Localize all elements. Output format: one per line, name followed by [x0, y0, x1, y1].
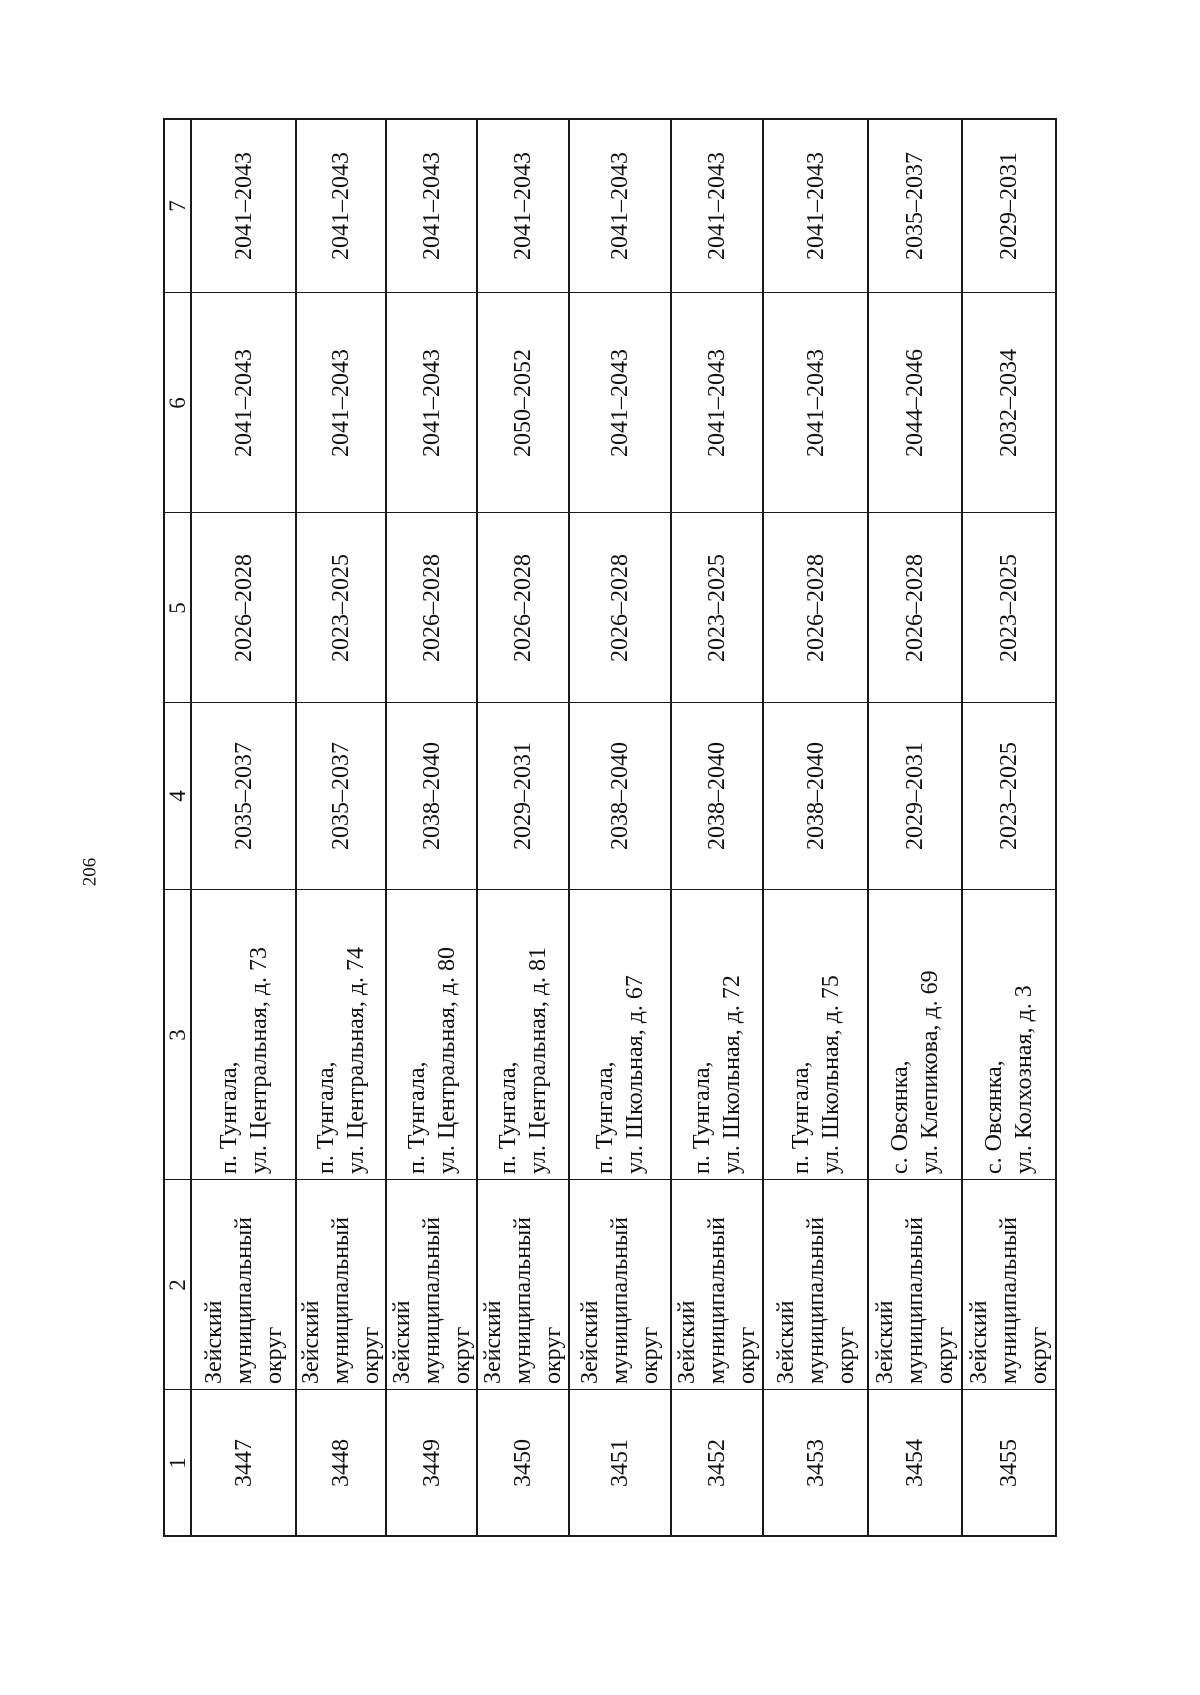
cell-c6 [297, 293, 385, 513]
period-value: 2044–2046 [902, 348, 928, 457]
period-value: 2035–2037 [902, 152, 928, 260]
cell-c4 [963, 703, 1055, 890]
cell-c5 [297, 513, 385, 703]
district-line: Зейский [388, 1299, 415, 1384]
district-line: муниципальный [328, 1216, 354, 1384]
cell-c4 [478, 703, 568, 890]
district-line: муниципальный [230, 1216, 257, 1384]
cell-address [387, 890, 476, 1180]
table-row [672, 118, 764, 1537]
district-line: округ [734, 1326, 760, 1384]
cell-district [963, 1180, 1055, 1390]
cell-id [869, 1390, 961, 1537]
district-text [296, 1186, 386, 1384]
cell-id [478, 1390, 568, 1537]
period-value: 2026–2028 [607, 553, 633, 662]
period-value: 2041–2043 [607, 152, 633, 260]
address-text [214, 896, 274, 1174]
period-value: 2041–2043 [418, 348, 445, 457]
district-line: Зейский [966, 1299, 992, 1384]
district-line: муниципальный [996, 1216, 1022, 1384]
cell-address [764, 890, 867, 1180]
cell-id [192, 1390, 295, 1537]
district-line: округ [358, 1326, 384, 1384]
address-line: п. Тунгала, [495, 1061, 521, 1174]
table-row [387, 118, 478, 1537]
address-line: п. Тунгала, [787, 1061, 814, 1174]
period-value: 2041–2043 [230, 348, 257, 457]
period-value: 2035–2037 [328, 742, 354, 850]
header-cell-4 [165, 703, 190, 890]
cell-c5 [672, 513, 762, 703]
cell-id [672, 1390, 762, 1537]
period-value: 2038–2040 [607, 742, 633, 850]
address-line: с. Овсянка, [887, 1059, 913, 1174]
cell-c5 [387, 513, 476, 703]
row-number: 3454 [902, 1438, 928, 1487]
district-line: Зейский [480, 1299, 506, 1384]
district-line: округ [832, 1326, 859, 1384]
row-number: 3448 [328, 1438, 354, 1487]
header-cell-5 [165, 513, 190, 703]
table-row [192, 118, 297, 1537]
period-value: 2029–2031 [996, 152, 1022, 260]
page-number-text: 206 [79, 857, 100, 887]
district-line: округ [260, 1326, 287, 1384]
cell-c7 [869, 118, 961, 293]
district-line: округ [932, 1326, 958, 1384]
cell-id [963, 1390, 1055, 1537]
cell-c6 [764, 293, 867, 513]
district-line: Зейский [772, 1299, 799, 1384]
period-value: 2026–2028 [510, 553, 536, 662]
cell-address [192, 890, 295, 1180]
cell-district [387, 1180, 476, 1390]
address-text [885, 896, 945, 1174]
row-number: 3447 [230, 1438, 257, 1487]
address-line: ул. Центральная, д. 73 [245, 946, 272, 1174]
address-line: ул. Колхозная, д. 3 [1011, 984, 1037, 1174]
period-value: 2029–2031 [902, 742, 928, 850]
cell-address [963, 890, 1055, 1180]
period-value: 2023–2025 [996, 742, 1022, 850]
cell-id [387, 1390, 476, 1537]
cell-c6 [387, 293, 476, 513]
cell-c7 [478, 118, 568, 293]
address-text [786, 896, 846, 1174]
period-value: 2038–2040 [704, 742, 730, 850]
period-value: 2023–2025 [704, 553, 730, 662]
district-line: муниципальный [802, 1216, 829, 1384]
cell-c6 [478, 293, 568, 513]
table-header-row [163, 118, 192, 1537]
period-value: 2038–2040 [802, 742, 829, 850]
table-row [478, 118, 570, 1537]
district-line: Зейский [298, 1299, 324, 1384]
cell-c4 [297, 703, 385, 890]
period-value: 2041–2043 [328, 152, 354, 260]
period-value: 2026–2028 [802, 553, 829, 662]
address-line: ул. Школьная, д. 72 [719, 974, 745, 1174]
cell-c6 [672, 293, 762, 513]
cell-id [764, 1390, 867, 1537]
period-value: 2041–2043 [802, 348, 829, 457]
period-value: 2035–2037 [230, 742, 257, 850]
district-text [672, 1186, 762, 1384]
address-line: п. Тунгала, [592, 1061, 618, 1174]
period-value: 2041–2043 [418, 152, 445, 260]
address-line: п. Тунгала, [313, 1061, 339, 1174]
cell-c4 [192, 703, 295, 890]
row-number: 3455 [996, 1438, 1022, 1487]
cell-address [672, 890, 762, 1180]
address-line: п. Тунгала, [215, 1061, 242, 1174]
period-value: 2041–2043 [230, 152, 257, 260]
row-number: 3450 [510, 1438, 536, 1487]
address-line: ул. Центральная, д. 80 [433, 946, 460, 1174]
header-label: 5 [164, 601, 190, 614]
header-cell-7 [165, 118, 190, 293]
district-text [478, 1186, 568, 1384]
table-row [764, 118, 869, 1537]
cell-c4 [570, 703, 670, 890]
district-text [575, 1186, 665, 1384]
district-text [964, 1186, 1054, 1384]
district-line: округ [540, 1326, 566, 1384]
header-label: 4 [164, 790, 190, 802]
cell-c7 [570, 118, 670, 293]
district-text [771, 1186, 861, 1384]
cell-district [672, 1180, 762, 1390]
address-line: ул. Школьная, д. 67 [622, 974, 648, 1174]
address-text [311, 896, 371, 1174]
cell-c5 [963, 513, 1055, 703]
cell-address [297, 890, 385, 1180]
cell-c4 [387, 703, 476, 890]
period-value: 2026–2028 [902, 553, 928, 662]
header-cell-3 [165, 890, 190, 1180]
cell-c4 [869, 703, 961, 890]
district-line: Зейский [200, 1299, 227, 1384]
cell-c6 [869, 293, 961, 513]
period-value: 2029–2031 [510, 742, 536, 850]
cell-c5 [570, 513, 670, 703]
cell-address [570, 890, 670, 1180]
cell-c4 [764, 703, 867, 890]
cell-district [869, 1180, 961, 1390]
address-text [402, 896, 462, 1174]
address-line: п. Тунгала, [689, 1061, 715, 1174]
address-text [493, 896, 553, 1174]
district-text [387, 1186, 477, 1384]
period-value: 2023–2025 [996, 553, 1022, 662]
header-label: 6 [164, 396, 190, 409]
period-value: 2041–2043 [802, 152, 829, 260]
header-label: 3 [164, 1028, 190, 1041]
cell-c5 [478, 513, 568, 703]
period-value: 2026–2028 [230, 553, 257, 662]
cell-c6 [963, 293, 1055, 513]
cell-c7 [963, 118, 1055, 293]
cell-address [869, 890, 961, 1180]
cell-district [764, 1180, 867, 1390]
address-text [979, 896, 1039, 1174]
cell-district [297, 1180, 385, 1390]
period-value: 2050–2052 [510, 348, 536, 457]
district-text [199, 1186, 289, 1384]
district-line: округ [1026, 1326, 1052, 1384]
period-value: 2023–2025 [328, 553, 354, 662]
district-line: муниципальный [704, 1216, 730, 1384]
cell-id [570, 1390, 670, 1537]
address-line: с. Овсянка, [981, 1059, 1007, 1174]
address-line: ул. Центральная, д. 81 [525, 946, 551, 1174]
address-text [687, 896, 747, 1174]
header-cell-2 [165, 1180, 190, 1390]
cell-c5 [192, 513, 295, 703]
cell-c7 [764, 118, 867, 293]
district-line: муниципальный [607, 1216, 633, 1384]
cell-c5 [764, 513, 867, 703]
period-value: 2041–2043 [328, 348, 354, 457]
cell-c7 [387, 118, 476, 293]
table-row [869, 118, 963, 1537]
address-line: ул. Центральная, д. 74 [343, 946, 369, 1174]
row-number: 3453 [802, 1438, 829, 1487]
cell-id [297, 1390, 385, 1537]
cell-district [478, 1180, 568, 1390]
address-text [590, 896, 650, 1174]
row-number: 3452 [704, 1438, 730, 1487]
cell-district [570, 1180, 670, 1390]
district-line: Зейский [577, 1299, 603, 1384]
period-value: 2041–2043 [704, 152, 730, 260]
period-value: 2041–2043 [704, 348, 730, 457]
address-line: ул. Клепикова, д. 69 [917, 969, 943, 1174]
district-line: Зейский [674, 1299, 700, 1384]
table-row [963, 118, 1057, 1537]
district-line: муниципальный [510, 1216, 536, 1384]
cell-c7 [192, 118, 295, 293]
cell-c6 [192, 293, 295, 513]
cell-c7 [672, 118, 762, 293]
period-value: 2026–2028 [418, 553, 445, 662]
header-label: 2 [164, 1278, 190, 1291]
district-text [870, 1186, 960, 1384]
table-row [570, 118, 672, 1537]
cell-c5 [869, 513, 961, 703]
cell-address [478, 890, 568, 1180]
cell-c4 [672, 703, 762, 890]
address-line: ул. Школьная, д. 75 [817, 974, 844, 1174]
row-number: 3449 [418, 1438, 445, 1487]
period-value: 2041–2043 [607, 348, 633, 457]
district-line: муниципальный [902, 1216, 928, 1384]
period-value: 2038–2040 [418, 742, 445, 850]
period-value: 2041–2043 [510, 152, 536, 260]
cell-c7 [297, 118, 385, 293]
row-number: 3451 [607, 1438, 633, 1487]
header-cell-6 [165, 293, 190, 513]
period-value: 2032–2034 [996, 348, 1022, 457]
district-line: Зейский [872, 1299, 898, 1384]
district-line: округ [448, 1326, 475, 1384]
district-line: муниципальный [418, 1216, 445, 1384]
header-label: 1 [164, 1456, 190, 1469]
cell-district [192, 1180, 295, 1390]
header-cell-1 [165, 1390, 190, 1537]
cell-c6 [570, 293, 670, 513]
header-label: 7 [164, 200, 190, 212]
table-row [297, 118, 387, 1537]
district-line: округ [637, 1326, 663, 1384]
address-line: п. Тунгала, [403, 1061, 430, 1174]
